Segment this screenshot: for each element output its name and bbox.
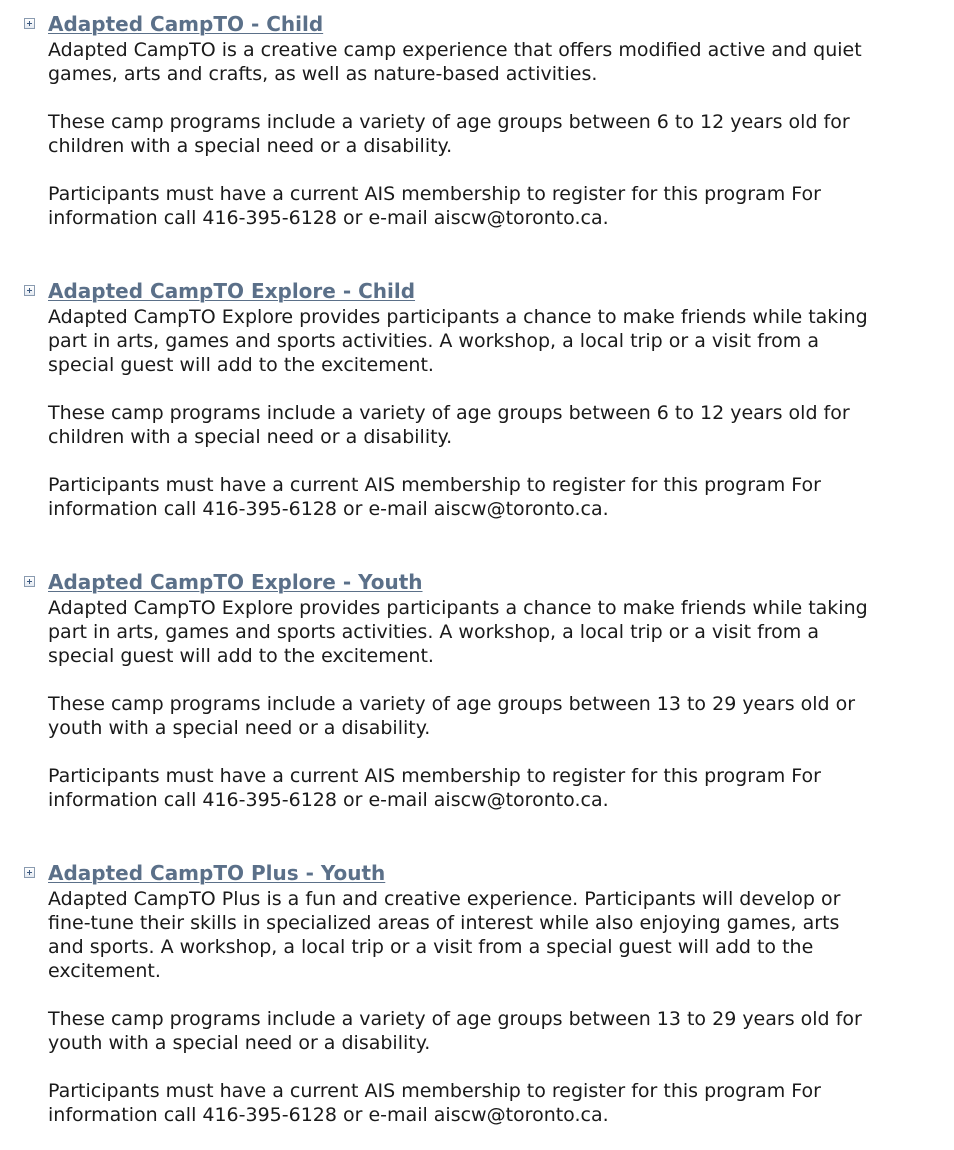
program-details	[48, 305, 928, 521]
program-details	[48, 38, 928, 230]
program-membership-info: Participants must have a current AIS membership to register for this program For information call 416-395-6128 or e-mail aiscw@toronto.ca.	[48, 1080, 821, 1126]
program-details	[48, 596, 928, 812]
program-description: Adapted CampTO Explore provides participants a chance to make friends while taking part in arts, games and sports activities. A workshop, a local trip or a visit from a special guest will add to the excitement.	[48, 306, 868, 376]
program-title-link[interactable]: Adapted CampTO Explore - Child	[48, 279, 416, 303]
program-description: Adapted CampTO is a creative camp experience that offers modified active and quiet games, arts and crafts, as well as nature-based activities.	[48, 39, 862, 85]
expand-icon[interactable]	[24, 576, 35, 587]
program-membership-info: Participants must have a current AIS membership to register for this program For information call 416-395-6128 or e-mail aiscw@toronto.ca.	[48, 474, 821, 520]
program-age-info: These camp programs include a variety of age groups between 6 to 12 years old for children with a special need or a disability.	[48, 402, 850, 448]
program-description: Adapted CampTO Plus is a fun and creative experience. Participants will develop or fine-tune their skills in specialized areas of interest while also enjoying games, arts and sports. A workshop, a local trip or a visit from a special guest will add to the excitement.	[48, 888, 841, 982]
program-details	[48, 887, 928, 1127]
program-title-link[interactable]: Adapted CampTO Plus - Youth	[48, 861, 386, 885]
expand-icon[interactable]	[24, 285, 35, 296]
program-title-link[interactable]: Adapted CampTO - Child	[48, 12, 324, 36]
program-membership-info: Participants must have a current AIS membership to register for this program For information call 416-395-6128 or e-mail aiscw@toronto.ca.	[48, 765, 821, 811]
program-description: Adapted CampTO Explore provides participants a chance to make friends while taking part in arts, games and sports activities. A workshop, a local trip or a visit from a special guest will add to the excitement.	[48, 597, 868, 667]
expand-icon[interactable]	[24, 18, 35, 29]
program-age-info: These camp programs include a variety of age groups between 6 to 12 years old for children with a special need or a disability.	[48, 111, 850, 157]
program-title-link[interactable]: Adapted CampTO Explore - Youth	[48, 570, 423, 594]
expand-icon[interactable]	[24, 867, 35, 878]
program-membership-info: Participants must have a current AIS membership to register for this program For information call 416-395-6128 or e-mail aiscw@toronto.ca.	[48, 183, 821, 229]
program-age-info: These camp programs include a variety of age groups between 13 to 29 years old for youth with a special need or a disability.	[48, 1008, 862, 1054]
program-age-info: These camp programs include a variety of age groups between 13 to 29 years old or youth with a special need or a disability.	[48, 693, 856, 739]
